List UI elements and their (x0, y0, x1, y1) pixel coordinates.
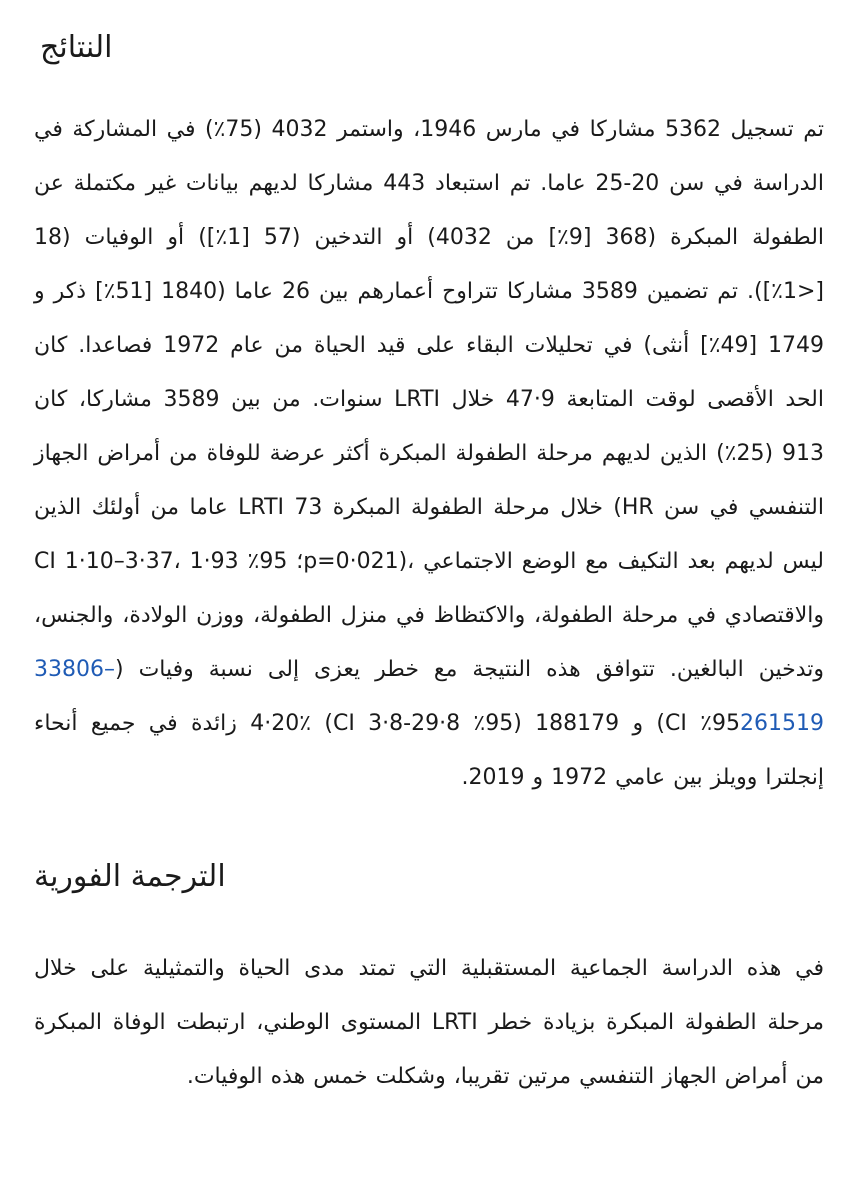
results-text-after-link: 95٪ CI) و 188179 (95٪ CI 3·8-29·8) 4·20٪ زائدة في جميع أنحاء إنجلترا وويلز بين عامي 1972 و 2019. (34, 711, 824, 790)
results-paragraph (34, 103, 824, 805)
interpretation-paragraph: في هذه الدراسة الجماعية المستقبلية التي تمتد مدى الحياة والتمثيلية على خلال مرحلة الطفولة المبكرة بزيادة خطر LRTI المستوى الوطني، ارتبطت الوفاة المبكرة من أمراض الجهاز التنفسي مرتين تقريبا، وشكلت خمس هذه الوفيات. (34, 956, 824, 1089)
results-text-before-link: تم تسجيل 5362 مشاركا في مارس 1946، واستمر 4032 (75٪) في المشاركة في الدراسة في سن 20-25 عاما. تم استبعاد 443 مشاركا لديهم بيانات غير مكتملة عن الطفولة المبكرة (368 [9٪] من 4032) أو التدخين (57 [1٪]) أو الوفيات (18 [<1٪]). تم تضمين 3589 مشاركا تتراوح أعمارهم بين 26 عاما (1840 [51٪] ذكر و 1749 [49٪] أنثى) في تحليلات البقاء على قيد الحياة من عام 1972 فصاعدا. كان الحد الأقصى لوقت المتابعة 9·47 خلال LRTI سنوات. من بين 3589 مشاركا، كان 913 (25٪) الذين لديهم مرحلة الطفولة المبكرة أكثر عرضة للوفاة من أمراض الجهاز التنفسي في سن HR) خلال مرحلة الطفولة المبكرة LRTI 73 عاما من أولئك الذين ليس لديهم بعد التكيف مع الوضع الاجتماعي ،(p=0·021؛ 95٪ CI 1·10–3·37، 1·93 والاقتصادي في مرحلة الطفولة، والاكتظاظ في منزل الطفولة، ووزن الولادة، والجنس، وتدخين البالغين. تتوافق هذه النتيجة مع خطر يعزى إلى نسبة وفيات ( (34, 117, 825, 682)
reference-link[interactable]: 33806–261519 (34, 657, 825, 736)
interpretation-heading: الترجمة الفورية (34, 859, 226, 894)
results-heading: النتائج (40, 30, 113, 65)
